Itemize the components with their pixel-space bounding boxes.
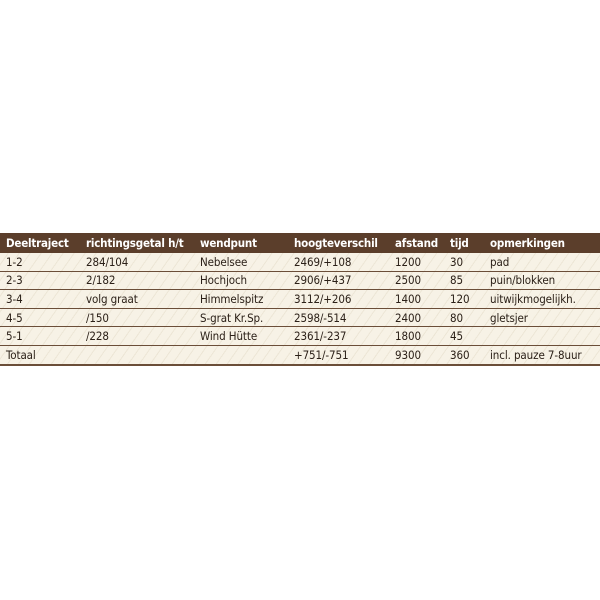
cell-tijd: 85 <box>444 271 484 290</box>
cell-afstand: 2400 <box>389 308 444 327</box>
cell-opmerkingen: gletsjer <box>484 308 600 327</box>
cell-richtingsgetal: 284/104 <box>80 253 194 271</box>
cell-richtingsgetal: /228 <box>80 327 194 346</box>
cell-opmerkingen: pad <box>484 253 600 271</box>
cell-hoogteverschil: 2906/+437 <box>288 271 389 290</box>
table-row <box>0 271 600 290</box>
cell-hoogteverschil: 2598/-514 <box>288 308 389 327</box>
cell-opmerkingen: uitwijkmogelijkh. <box>484 290 600 309</box>
cell-deeltraject: 2-3 <box>0 271 80 290</box>
header-opmerkingen: opmerkingen <box>484 233 600 253</box>
cell-tijd-total: 360 <box>444 345 484 364</box>
cell-totaal-label: Totaal <box>0 345 80 364</box>
header-hoogteverschil: hoogteverschil <box>288 233 389 253</box>
cell-afstand: 2500 <box>389 271 444 290</box>
table-row <box>0 327 600 346</box>
cell-deeltraject: 5-1 <box>0 327 80 346</box>
cell-wendpunt: Wind Hütte <box>194 327 288 346</box>
header-afstand: afstand <box>389 233 444 253</box>
cell-richtingsgetal: volg graat <box>80 290 194 309</box>
header-richtingsgetal: richtingsgetal h/t <box>80 233 194 253</box>
cell-wendpunt <box>194 345 288 364</box>
cell-wendpunt: Hochjoch <box>194 271 288 290</box>
cell-opmerkingen-total: incl. pauze 7-8uur <box>484 345 600 364</box>
cell-afstand-total: 9300 <box>389 345 444 364</box>
table-row <box>0 253 600 271</box>
cell-afstand: 1800 <box>389 327 444 346</box>
cell-richtingsgetal: 2/182 <box>80 271 194 290</box>
cell-hoogteverschil: 2469/+108 <box>288 253 389 271</box>
cell-afstand: 1200 <box>389 253 444 271</box>
route-table <box>0 233 600 366</box>
cell-wendpunt: Himmelspitz <box>194 290 288 309</box>
cell-hoogteverschil: 2361/-237 <box>288 327 389 346</box>
cell-hoogteverschil: 3112/+206 <box>288 290 389 309</box>
cell-deeltraject: 3-4 <box>0 290 80 309</box>
cell-opmerkingen: puin/blokken <box>484 271 600 290</box>
totals-row <box>0 345 600 364</box>
table-row <box>0 308 600 327</box>
cell-wendpunt: Nebelsee <box>194 253 288 271</box>
cell-tijd: 30 <box>444 253 484 271</box>
cell-tijd: 45 <box>444 327 484 346</box>
cell-opmerkingen <box>484 327 600 346</box>
cell-wendpunt: S-grat Kr.Sp. <box>194 308 288 327</box>
route-table-container <box>0 233 600 366</box>
cell-deeltraject: 1-2 <box>0 253 80 271</box>
header-tijd: tijd <box>444 233 484 253</box>
table-header-row <box>0 233 600 253</box>
cell-tijd: 80 <box>444 308 484 327</box>
cell-richtingsgetal <box>80 345 194 364</box>
cell-tijd: 120 <box>444 290 484 309</box>
cell-hoogteverschil-total: +751/-751 <box>288 345 389 364</box>
cell-afstand: 1400 <box>389 290 444 309</box>
table-row <box>0 290 600 309</box>
header-deeltraject: Deeltraject <box>0 233 80 253</box>
cell-richtingsgetal: /150 <box>80 308 194 327</box>
cell-deeltraject: 4-5 <box>0 308 80 327</box>
header-wendpunt: wendpunt <box>194 233 288 253</box>
